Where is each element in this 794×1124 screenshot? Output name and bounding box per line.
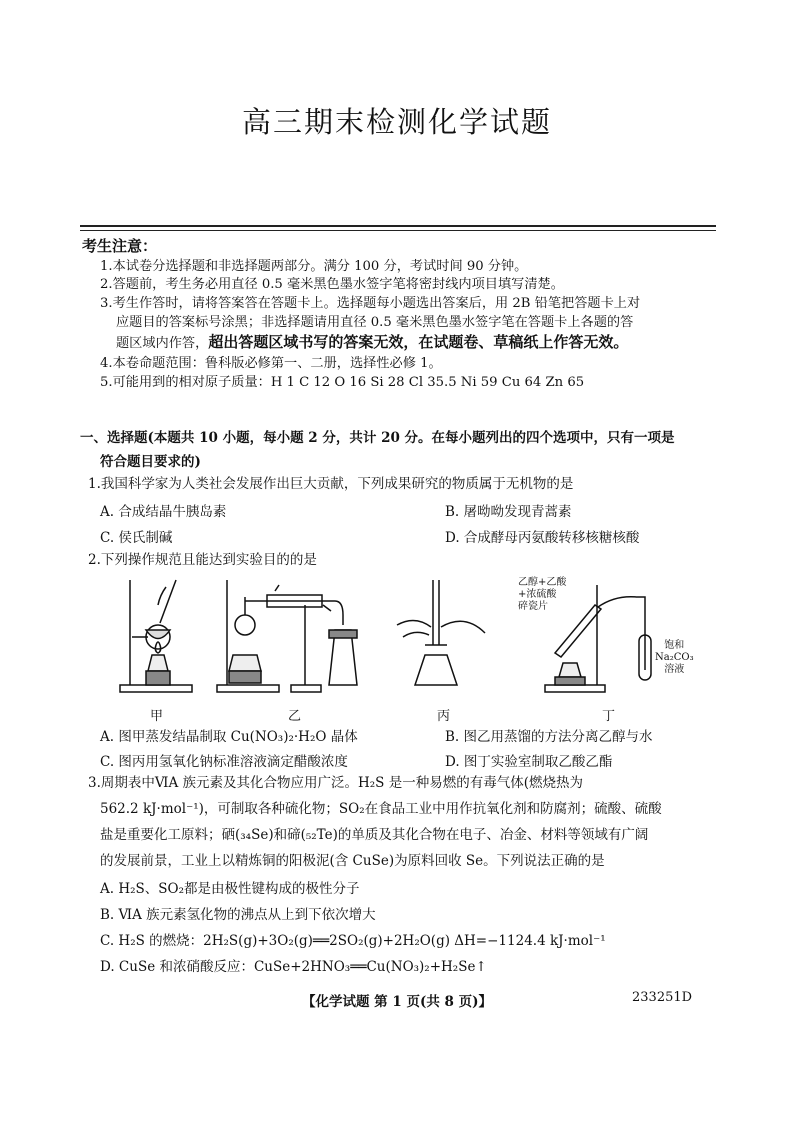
ding-reagent-line1: 乙醇+乙酸	[518, 577, 567, 588]
section-heading-cont: 符合题目要求的)	[100, 454, 201, 470]
q1-stem: 1.我国科学家为人类社会发展作出巨大贡献，下列成果研究的物质属于无机物的是	[88, 476, 574, 492]
footer-page-info: 【化学试题 第 1 页(共 8 页)】	[301, 994, 493, 1010]
ding-solution-line1: 饱和	[664, 640, 685, 651]
fig-label-jia: 甲	[150, 709, 164, 724]
notice-item-5: 5.可能用到的相对原子质量：H 1 C 12 O 16 Si 28 Cl 35.5 Ni 59 Cu 64 Zn 65	[100, 375, 585, 390]
notice-item-4: 4.本卷命题范围：鲁科版必修第一、二册，选择性必修 1。	[100, 356, 442, 371]
q1-option-a: A. 合成结晶牛胰岛素	[100, 504, 227, 520]
ding-reagent-line2: +浓硫酸	[518, 589, 557, 600]
q3-option-a: A. H₂S、SO₂都是由极性键构成的极性分子	[100, 881, 360, 897]
divider-thin	[80, 230, 716, 231]
apparatus-yi-figure	[215, 575, 375, 700]
q3-stem-line1: 3.周期表中ⅥA 族元素及其化合物应用广泛。H₂S 是一种易燃的有毒气体(燃烧热为	[88, 775, 583, 791]
q2-stem: 2.下列操作规范且能达到实验目的的是	[88, 552, 317, 568]
q3-option-b: B. ⅥA 族元素氢化物的沸点从上到下依次增大	[100, 907, 376, 923]
q1-option-d: D. 合成酵母丙氨酸转移核糖核酸	[445, 530, 640, 546]
q2-option-c: C. 图丙用氢氧化钠标准溶液滴定醋酸浓度	[100, 754, 348, 770]
fig-label-ding: 丁	[602, 709, 616, 724]
ding-solution-label	[655, 640, 694, 676]
fig-label-bing: 丙	[437, 709, 451, 724]
q1-option-c: C. 侯氏制碱	[100, 530, 173, 546]
q3-option-c: C. H₂S 的燃烧：2H₂S(g)+3O₂(g)══2SO₂(g)+2H₂O(g) ΔH=−1124.4 kJ·mol⁻¹	[100, 933, 606, 949]
q3-stem-line3: 盐是重要化工原料；硒(₃₄Se)和碲(₅₂Te)的单质及其化合物在电子、冶金、材料等领域有广阔	[100, 827, 649, 843]
notice-emphasis: 超出答题区域书写的答案无效，在试题卷、草稿纸上作答无效。	[208, 333, 629, 351]
divider-thick	[80, 225, 716, 227]
notice-item-1: 1.本试卷分选择题和非选择题两部分。满分 100 分，考试时间 90 分钟。	[100, 259, 528, 274]
apparatus-bing-figure	[395, 575, 490, 700]
notice-item-2: 2.答题前，考生务必用直径 0.5 毫米黑色墨水签字笔将密封线内项目填写清楚。	[100, 277, 564, 292]
q3-stem-line2: 562.2 kJ·mol⁻¹)，可制取各种硫化物；SO₂在食品工业中用作抗氧化剂和防腐剂；硫酸、硫酸	[100, 801, 662, 817]
ding-solution-line3: 溶液	[664, 664, 685, 675]
ding-reagent-line3: 碎瓷片	[518, 601, 548, 612]
notice-item-3-cont: 应题目的答案标号涂黑；非选择题请用直径 0.5 毫米黑色墨水签字笔在答题卡上各题的答	[116, 315, 634, 330]
notice-item-3-tail: 题区域内作答，	[116, 336, 209, 351]
notice-item-3: 3.考生作答时，请将答案答在答题卡上。选择题每小题选出答案后，用 2B 铅笔把答题卡上对	[100, 296, 641, 311]
q1-option-b: B. 屠呦呦发现青蒿素	[445, 504, 572, 520]
q3-option-d: D. CuSe 和浓硝酸反应：CuSe+2HNO₃══Cu(NO₃)₂+H₂Se↑	[100, 959, 487, 975]
q2-option-b: B. 图乙用蒸馏的方法分离乙醇与水	[445, 729, 653, 745]
q2-option-a: A. 图甲蒸发结晶制取 Cu(NO₃)₂·H₂O 晶体	[100, 729, 358, 745]
notice-heading: 考生注意：	[82, 237, 158, 255]
notice-item-3-cont2	[116, 333, 628, 353]
fig-label-yi: 乙	[288, 709, 302, 724]
apparatus-jia-figure	[118, 575, 198, 700]
section-heading: 一、选择题(本题共 10 小题，每小题 2 分，共计 20 分。在每小题列出的四个选项中，只有一项是	[80, 430, 675, 446]
ding-reagent-label	[518, 577, 566, 613]
footer-code: 233251D	[632, 990, 693, 1005]
ding-solution-line2: Na₂CO₃	[655, 652, 694, 663]
q3-stem-line4: 的发展前景，工业上以精炼铜的阳极泥(含 CuSe)为原料回收 Se。下列说法正确的是	[100, 853, 605, 869]
page-title: 高三期末检测化学试题	[241, 105, 552, 139]
q2-option-d: D. 图丁实验室制取乙酸乙酯	[445, 754, 613, 770]
